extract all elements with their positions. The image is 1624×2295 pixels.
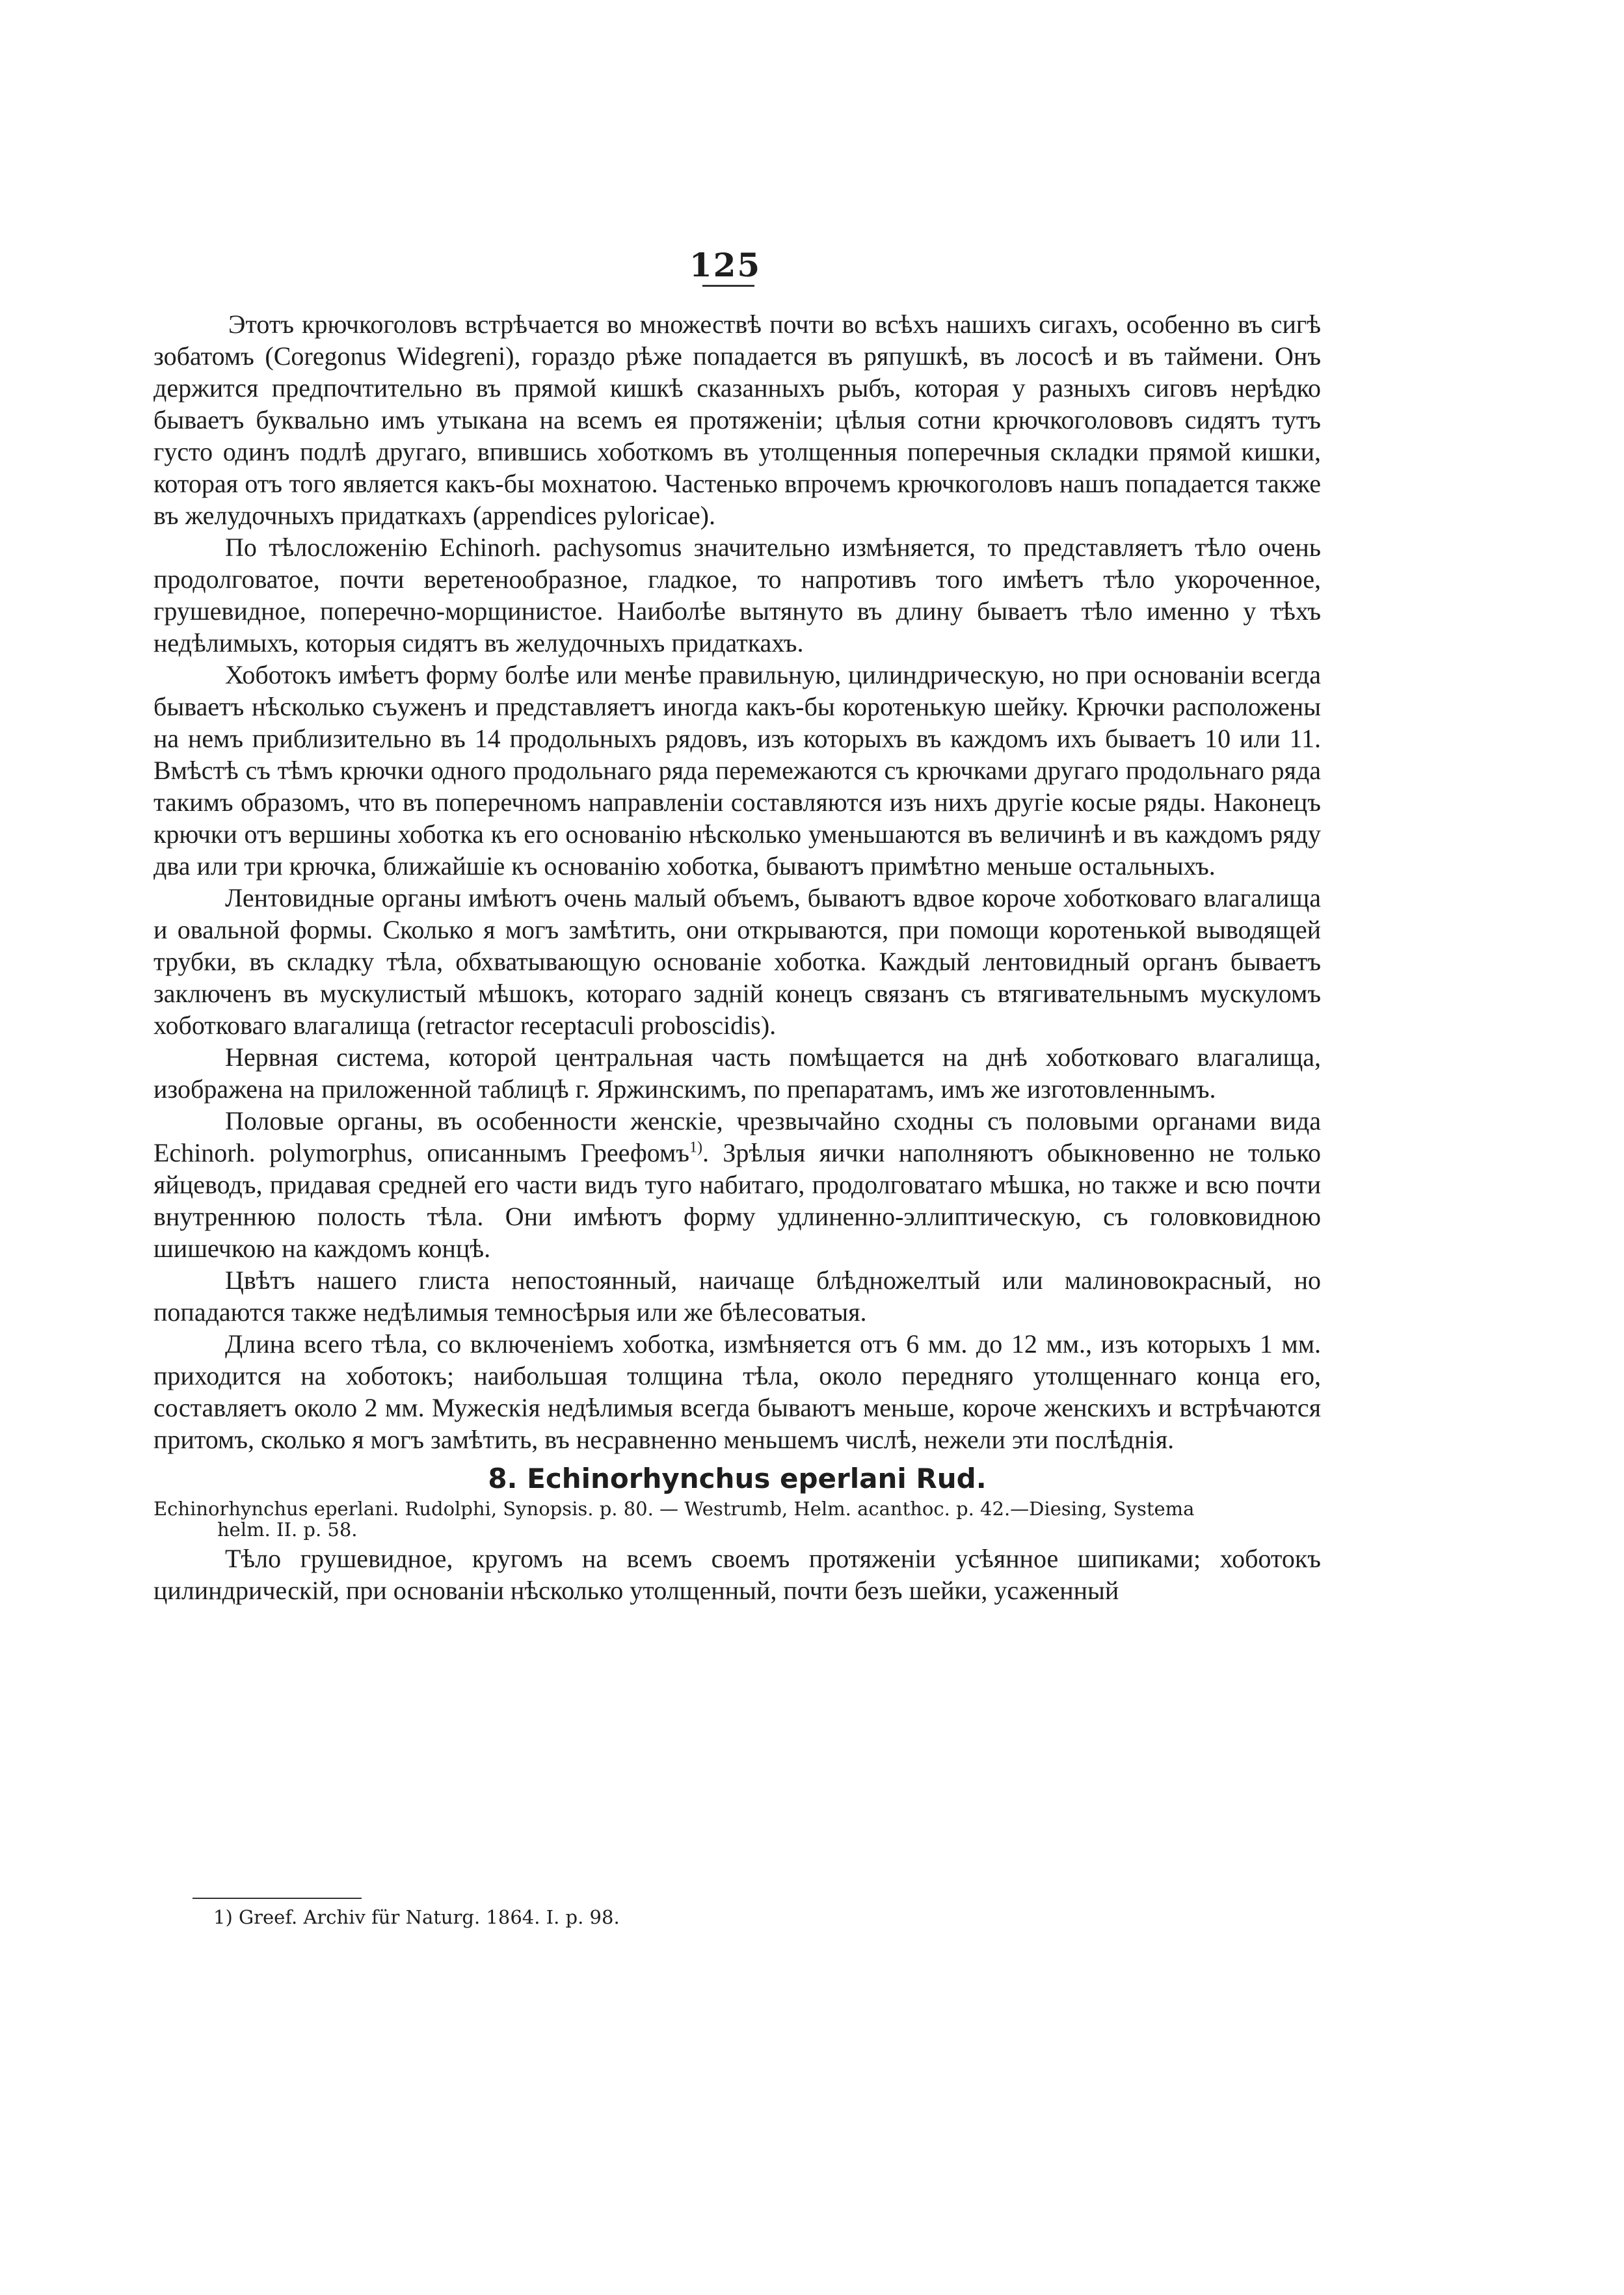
footnote-divider [193,1898,362,1899]
paragraph-2: По тѣлосложенію Echinorh. pachysomus значительно измѣняется, то представляетъ тѣло очень продолговатое, почти веретенообразное, гладкое, то напротивъ того имѣетъ тѣло укороченное, грушевидное, поперечно-морщинистое. Наиболѣе вытянуто въ длину бываетъ тѣло именно у тѣхъ недѣлимыхъ, которыя сидятъ въ желудочныхъ придаткахъ. [153,533,1321,657]
page-number: 125 [689,246,762,284]
footnote-reference[interactable]: 1) [689,1139,702,1156]
paragraph-6-continuation: . Зрѣлыя яички наполняютъ обыкновенно не только яйцеводъ, придавая средней его части видъ туго набитаго, продолговатаго мѣшка, но также и всю почти внутреннюю полость тѣла. Они имѣютъ форму удлиненно-эллиптическую, съ головковидною шишечкою на каждомъ концѣ. [153,1138,1322,1263]
paragraph-8: Длина всего тѣла, со включеніемъ хоботка, измѣняется отъ 6 мм. до 12 мм., изъ которыхъ 1 мм. приходится на хоботокъ; наибольшая толщина тѣла, около передняго утолщеннаго конца его, составляетъ около 2 мм. Мужескія недѣлимыя всегда бываютъ меньше, короче женскихъ и встрѣчаются притомъ, сколько я могъ замѣтить, въ несравненно меньшемъ числѣ, нежели эти послѣднія. [153,1329,1321,1454]
paragraph-7: Цвѣтъ нашего глиста непостоянный, наичаще блѣдножелтый или малиновокрасный, но попадаются также недѣлимыя темносѣрыя или же бѣлесоватыя. [153,1266,1321,1327]
section-citation [153,1498,1321,1540]
paragraph-5: Нервная система, которой центральная часть помѣщается на днѣ хоботковаго влагалища, изображена на приложенной таблицѣ г. Яржинскимъ, по препаратамъ, имъ же изготовленнымъ. [153,1042,1321,1104]
paragraph-3: Хоботокъ имѣетъ форму болѣе или менѣе правильную, цилиндрическую, но при основаніи всегда бываетъ нѣсколько съуженъ и представляетъ иногда какъ-бы коротенькую шейку. Крючки расположены на немъ приблизительно въ 14 продольныхъ рядовъ, изъ которыхъ въ каждомъ ихъ бываетъ 10 или 11. Вмѣстѣ съ тѣмъ крючки одного продольнаго ряда перемежаются съ крючками другаго продольнаго ряда такимъ образомъ, что въ поперечномъ направленіи составляются изъ нихъ другіе косые ряды. Наконецъ крючки отъ вершины хоботка къ его основанію нѣсколько уменьшаются въ величинѣ и въ каждомъ ряду два или три крючка, ближайшіе къ основанію хоботка, бываютъ примѣтно меньше остальныхъ. [153,660,1321,881]
section-heading: 8. Echinorhynchus eperlani Rud. [488,1463,987,1494]
paragraph-4: Лентовидные органы имѣютъ очень малый объемъ, бываютъ вдвое короче хоботковаго влагалища и овальной формы. Сколько я могъ замѣтить, они открываются, при помощи коротенькой выводящей трубки, въ складку тѣла, обхватывающую основаніе хоботка. Каждый лентовидный органъ бываетъ заключенъ въ мускулистый мѣшокъ, котораго задній конецъ связанъ съ втягивательнымъ мускуломъ хоботковаго влагалища (retractor receptaculi proboscidis). [153,883,1321,1040]
page-number-underline [702,285,754,287]
citation-line-1: Echinorhynchus eperlani. Rudolphi, Synopsis. p. 80. — Westrumb, Helm. acanthoc. p. 42.—Diesing, Systema [153,1498,1195,1520]
citation-line-2: helm. II. p. 58. [217,1519,358,1541]
section-paragraph: Тѣло грушевидное, кругомъ на всемъ своемъ протяженіи усѣянное шипиками; хоботокъ цилиндрическій, при основаніи нѣсколько утолщенный, почти безъ шейки, усаженный [153,1544,1321,1605]
paragraph-1: Этотъ крючкоголовъ встрѣчается во множествѣ почти во всѣхъ нашихъ сигахъ, особенно въ сигѣ зобатомъ (Coregonus Widegreni), гораздо рѣже попадается въ ряпушкѣ, въ лососѣ и въ таймени. Онъ держится предпочтительно въ прямой кишкѣ сказанныхъ рыбъ, которая у разныхъ сиговъ нерѣдко бываетъ буквально имъ утыкана на всемъ ея протяженіи; цѣлыя сотни крючкоголововъ сидятъ тутъ густо одинъ подлѣ другаго, впившись хоботкомъ въ утолщенныя поперечныя складки прямой кишки, которая отъ того является какъ-бы мохнатою. Частенько впрочемъ крючкоголовъ нашъ попадается также въ желудочныхъ придаткахъ (appendices pyloricae). [153,310,1321,530]
body-text [153,308,1321,1606]
paragraph-6 [153,1105,1321,1264]
paragraph-6-text: Половые органы, въ особенности женскіе, чрезвычайно сходны съ половыми органами вида Echinorh. polymorphus, описаннымъ Греефомъ [153,1106,1321,1167]
footnote: 1) Greef. Archiv für Naturg. 1864. I. p. 98. [213,1906,620,1928]
